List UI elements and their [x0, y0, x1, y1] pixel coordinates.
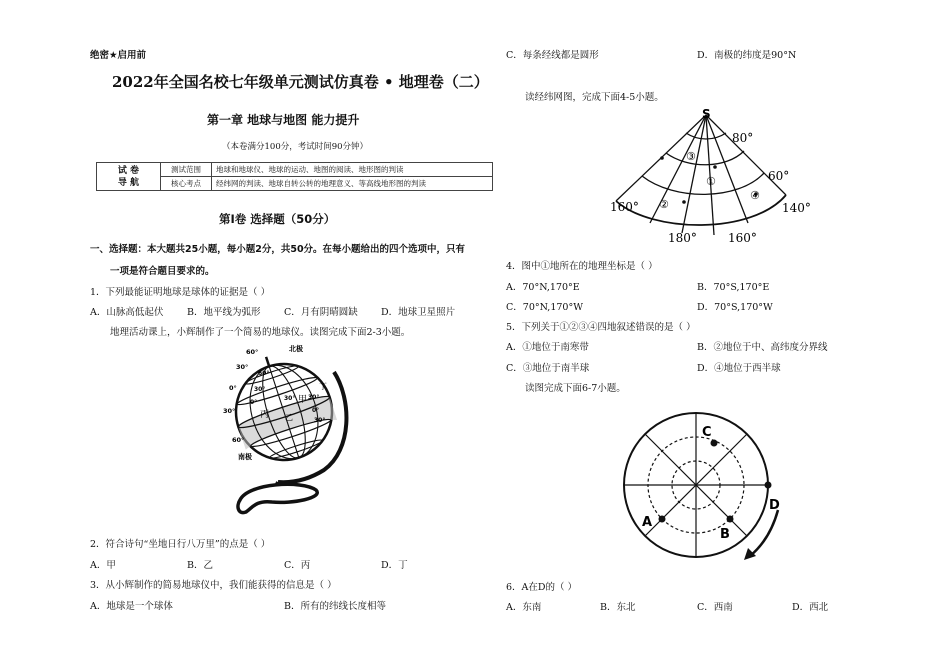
question-stem: 4．图中①地所在的地理坐标是（ ）: [506, 261, 658, 272]
point-b-label: B: [720, 527, 730, 542]
lon-160e-label: 160°: [728, 231, 757, 245]
marker-1: ①: [706, 175, 716, 188]
option: D．西北: [792, 602, 829, 613]
exam-guide-table: [96, 162, 493, 191]
option: C．丙: [284, 560, 311, 571]
section-intro: 一项是符合题目要求的。: [110, 266, 215, 277]
lat-label: 60°: [246, 348, 259, 356]
option: C．西南: [697, 602, 733, 613]
option: C．每条经线都是圆形: [506, 50, 599, 61]
south-pole-label: S: [702, 107, 711, 121]
section-title: 第Ⅰ卷 选择题（50分）: [219, 212, 336, 226]
point-yi: 乙: [285, 413, 293, 422]
marker-3: ③: [686, 150, 696, 163]
option: C．③地位于南半球: [506, 363, 590, 374]
secret-label: 绝密★启用前: [90, 50, 147, 61]
option: D．地球卫星照片: [381, 307, 456, 318]
section-intro: 一、选择题：本大题共25小题，每小题2分，共50分。在每小题给出的四个选项中，只有: [90, 244, 466, 255]
graticule-figure: [602, 105, 820, 247]
question-stem: 1．下列最能证明地球是球体的证据是（ ）: [90, 287, 271, 298]
option: A．70°N,170°E: [506, 282, 580, 293]
globe-figure: [212, 340, 362, 518]
option: B．②地位于中、高纬度分界线: [697, 342, 828, 353]
option: D．④地位于西半球: [697, 363, 781, 374]
lat-label: 30°: [223, 407, 236, 415]
option: D．丁: [381, 560, 408, 571]
marker-2: ②: [659, 198, 669, 211]
guide-value: 经纬网的判读、地球自转公转的地理意义、等高线地形图的判读: [212, 177, 493, 191]
option: A．东南: [506, 602, 542, 613]
lon-140-label: 140°: [782, 201, 811, 215]
option: B．地平线为弧形: [187, 307, 261, 318]
lat-label: 60°: [232, 436, 245, 444]
figure-intro: 地理活动课上，小辉制作了一个简易的地球仪。读图完成下面2-3小题。: [110, 327, 411, 338]
point-c-label: C: [702, 425, 712, 440]
question-stem: 6．A在D的（ ）: [506, 582, 578, 593]
guide-label: 试 卷 导 航: [97, 163, 161, 191]
guide-key: 核心考点: [161, 177, 212, 191]
grid-label: 30°: [284, 395, 296, 402]
lat-80-label: 80°: [732, 131, 754, 145]
lat-60-label: 60°: [768, 169, 790, 183]
option: D．70°S,170°W: [697, 302, 773, 313]
option: A．地球是一个球体: [90, 601, 173, 612]
chapter-title: 第一章 地球与地图 能力提升: [207, 113, 360, 127]
point-a-label: A: [642, 515, 653, 530]
question-stem: 3．从小辉制作的简易地球仪中，我们能获得的信息是（ ）: [90, 580, 337, 591]
grid-label: 30°: [314, 417, 326, 424]
south-pole-label: 南极: [238, 453, 252, 461]
option: A．①地位于南寒带: [506, 342, 589, 353]
option: B．乙: [187, 560, 213, 571]
option: C．月有阴晴圆缺: [284, 307, 358, 318]
exam-title: 2022年全国名校七年级单元测试仿真卷 • 地理卷（二）: [112, 73, 489, 91]
option: A．甲: [90, 560, 116, 571]
score-note: （本卷满分100分，考试时间90分钟）: [222, 142, 369, 152]
guide-key: 测试范围: [161, 163, 212, 177]
option: B．东北: [600, 602, 636, 613]
lat-label: 0°: [229, 384, 237, 392]
guide-value: 地球和地球仪、地球的运动、地图的阅读、地形图的判读: [212, 163, 493, 177]
option: B．所有的纬线长度相等: [284, 601, 386, 612]
grid-label: 0°: [312, 407, 320, 414]
option: D．南极的纬度是90°N: [697, 50, 797, 61]
grid-label: 60°: [258, 370, 270, 377]
option: B．70°S,170°E: [697, 282, 770, 293]
lat-label: 30°: [236, 363, 249, 371]
figure-intro: 读图完成下面6-7小题。: [525, 383, 626, 394]
point-ding: 丁: [319, 382, 327, 391]
lon-180-label: 180°: [668, 231, 697, 245]
grid-label: 0°: [250, 399, 258, 406]
question-stem: 2．符合诗句“坐地日行八万里”的点是（ ）: [90, 539, 271, 550]
polar-view-figure: [614, 410, 794, 568]
grid-label: 30°: [308, 394, 320, 401]
point-bing: 丙: [260, 410, 270, 420]
question-stem: 5．下列关于①②③④四地叙述错误的是（ ）: [506, 322, 696, 333]
marker-4: ④: [750, 189, 760, 202]
point-d-label: D: [769, 498, 780, 513]
option: C．70°N,170°W: [506, 302, 583, 313]
figure-intro: 读经纬网图，完成下面4-5小题。: [525, 92, 664, 103]
point-jia: 甲: [298, 395, 308, 405]
grid-label: 30°: [254, 386, 266, 393]
lon-160w-label: 160°: [610, 200, 639, 214]
option: A．山脉高低起伏: [90, 307, 164, 318]
north-pole-label: 北极: [289, 345, 303, 353]
